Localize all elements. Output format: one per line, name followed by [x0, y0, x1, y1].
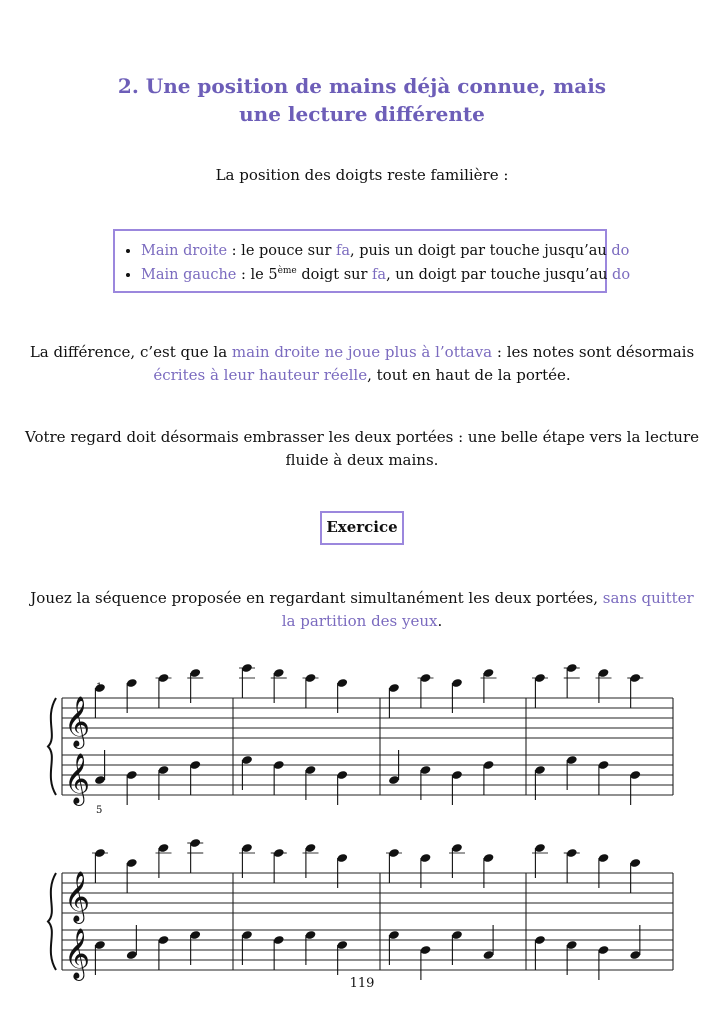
section-heading: [0, 72, 724, 128]
text: .: [437, 612, 443, 630]
text: , tout en haut de la portée.: [367, 366, 571, 384]
left-hand-item: [141, 263, 631, 287]
left-hand-label: Main gauche: [141, 267, 237, 283]
exercise-label: Exercice: [320, 511, 404, 545]
page-number: 119: [349, 976, 375, 991]
text: fluide à deux mains.: [285, 451, 439, 469]
superscript: ème: [277, 266, 297, 277]
gaze-paragraph: [0, 426, 724, 472]
score-system-2: [0, 845, 724, 985]
highlight: la partition des yeux: [281, 612, 438, 630]
note-fa: fa: [336, 243, 351, 259]
highlight: main droite ne joue plus à l’ottava: [231, 343, 493, 361]
brace-icon: [48, 873, 56, 970]
note-fa: fa: [372, 267, 387, 283]
brace-icon: [48, 698, 56, 795]
treble-clef-icon: 𝄞: [64, 696, 91, 747]
right-hand-item: [141, 239, 630, 263]
text: , puis un doigt par touche jusqu’au: [350, 243, 612, 259]
highlight: sans quitter: [602, 589, 694, 607]
fingering-left: 5: [96, 805, 103, 816]
treble-clef-icon: 𝄞: [64, 871, 91, 922]
text: doigt sur: [296, 267, 373, 283]
treble-clef-icon: 𝄞: [64, 928, 91, 979]
hand-position-box: [113, 229, 631, 293]
heading-line-2: une lecture différente: [239, 102, 485, 126]
note-do: do: [612, 267, 631, 283]
highlight: écrites à leur hauteur réelle: [153, 366, 368, 384]
text: Jouez la séquence proposée en regardant simultanément les deux portées,: [30, 589, 603, 607]
text: : les notes sont désormais: [492, 343, 695, 361]
text: , un doigt par touche jusqu’au: [386, 267, 613, 283]
text: Votre regard doit désormais embrasser les deux portées : une belle étape vers la lecture: [25, 428, 699, 446]
treble-clef-icon: 𝄞: [64, 753, 91, 804]
fingering-right: 1: [96, 682, 103, 693]
right-hand-label: Main droite: [141, 243, 228, 259]
instruction-paragraph: [0, 587, 724, 633]
text: La différence, c’est que la: [29, 343, 232, 361]
intro-text: La position des doigts reste familière :: [215, 166, 509, 184]
text: : le 5: [236, 267, 278, 283]
score-system-1: [0, 670, 724, 816]
text: : le pouce sur: [227, 243, 336, 259]
note-do: do: [611, 243, 630, 259]
difference-paragraph: [0, 341, 724, 387]
heading-line-1: 2. Une position de mains déjà connue, mais: [117, 74, 607, 98]
